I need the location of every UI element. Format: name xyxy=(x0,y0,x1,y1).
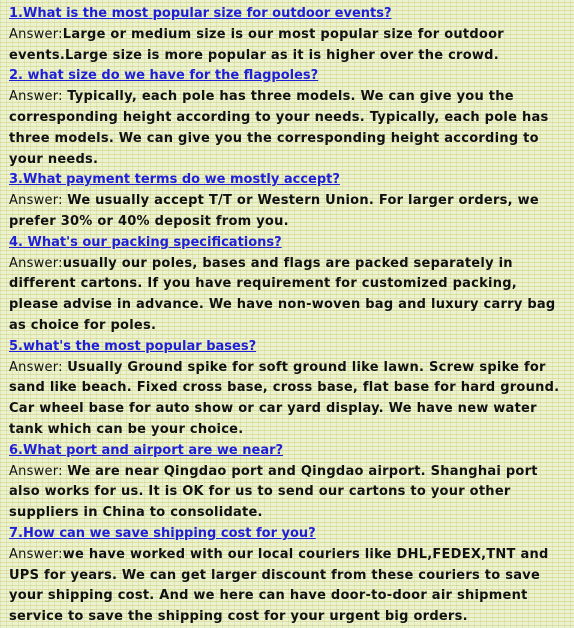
faq-answer xyxy=(9,25,568,67)
answer-text: Typically, each pole has three models. We can give you the corresponding height according to your needs. Typically, each pole has three models. We can give you the corresponding height according to your needs. xyxy=(9,89,549,167)
answer-text: Usually Ground spike for soft ground like lawn. Screw spike for sand like beach. Fixed cross base, cross base, flat base for hard ground. Car wheel base for auto show or car yard display. We have new water tank which can be your choice. xyxy=(9,359,560,437)
faq-answer xyxy=(9,87,568,170)
answer-label: Answer: xyxy=(9,546,63,562)
faq-question-link[interactable]: 3.What payment terms do we mostly accept? xyxy=(9,172,340,188)
answer-text: We usually accept T/T or Western Union. For larger orders, we prefer 30% or 40% deposit from you. xyxy=(9,193,539,229)
answer-text: usually our poles, bases and flags are packed separately in different cartons. If you have requirement for customized packing, please advise in advance. We have non-woven bag and luxury carry bag as choice for poles. xyxy=(9,255,556,333)
faq-question-link[interactable]: 2. what size do we have for the flagpoles? xyxy=(9,68,319,84)
faq-question-link[interactable]: 5.what's the most popular bases? xyxy=(9,338,257,354)
answer-label: Answer: xyxy=(9,89,63,105)
faq-item xyxy=(9,337,568,441)
faq-answer xyxy=(9,358,568,441)
answer-label: Answer: xyxy=(9,359,63,375)
faq-item xyxy=(9,170,568,232)
faq-answer xyxy=(9,545,568,628)
faq-question-link[interactable]: 6.What port and airport are we near? xyxy=(9,442,284,458)
faq-question-link[interactable]: 7.How can we save shipping cost for you? xyxy=(9,525,316,541)
answer-label: Answer: xyxy=(9,255,63,271)
faq-item xyxy=(9,4,568,66)
answer-text: We are near Qingdao port and Qingdao airport. Shanghai port also works for us. It is OK for us to send our cartons to your other suppliers in China to consolidate. xyxy=(9,463,538,521)
answer-label: Answer: xyxy=(9,193,63,209)
faq-item xyxy=(9,524,568,628)
faq-question-link[interactable]: 1.What is the most popular size for outdoor events? xyxy=(9,6,392,21)
faq-answer xyxy=(9,254,568,337)
faq-item xyxy=(9,66,568,170)
faq-question-link[interactable]: 4. What's our packing specifications? xyxy=(9,234,282,250)
answer-text: Large or medium size is our most popular size for outdoor events.Large size is more popular as it is higher over the crowd. xyxy=(9,26,504,63)
faq-answer xyxy=(9,191,568,233)
answer-text: we have worked with our local couriers like DHL,FEDEX,TNT and UPS for years. We can get larger discount from these couriers to save your shipping cost. And we here can have door-to-door air shipment service to save the shipping cost for your urgent big orders. xyxy=(9,546,549,625)
answer-label: Answer: xyxy=(9,26,63,42)
answer-label: Answer: xyxy=(9,463,63,479)
faq-answer xyxy=(9,462,568,524)
faq-item xyxy=(9,441,568,524)
faq-item xyxy=(9,233,568,337)
